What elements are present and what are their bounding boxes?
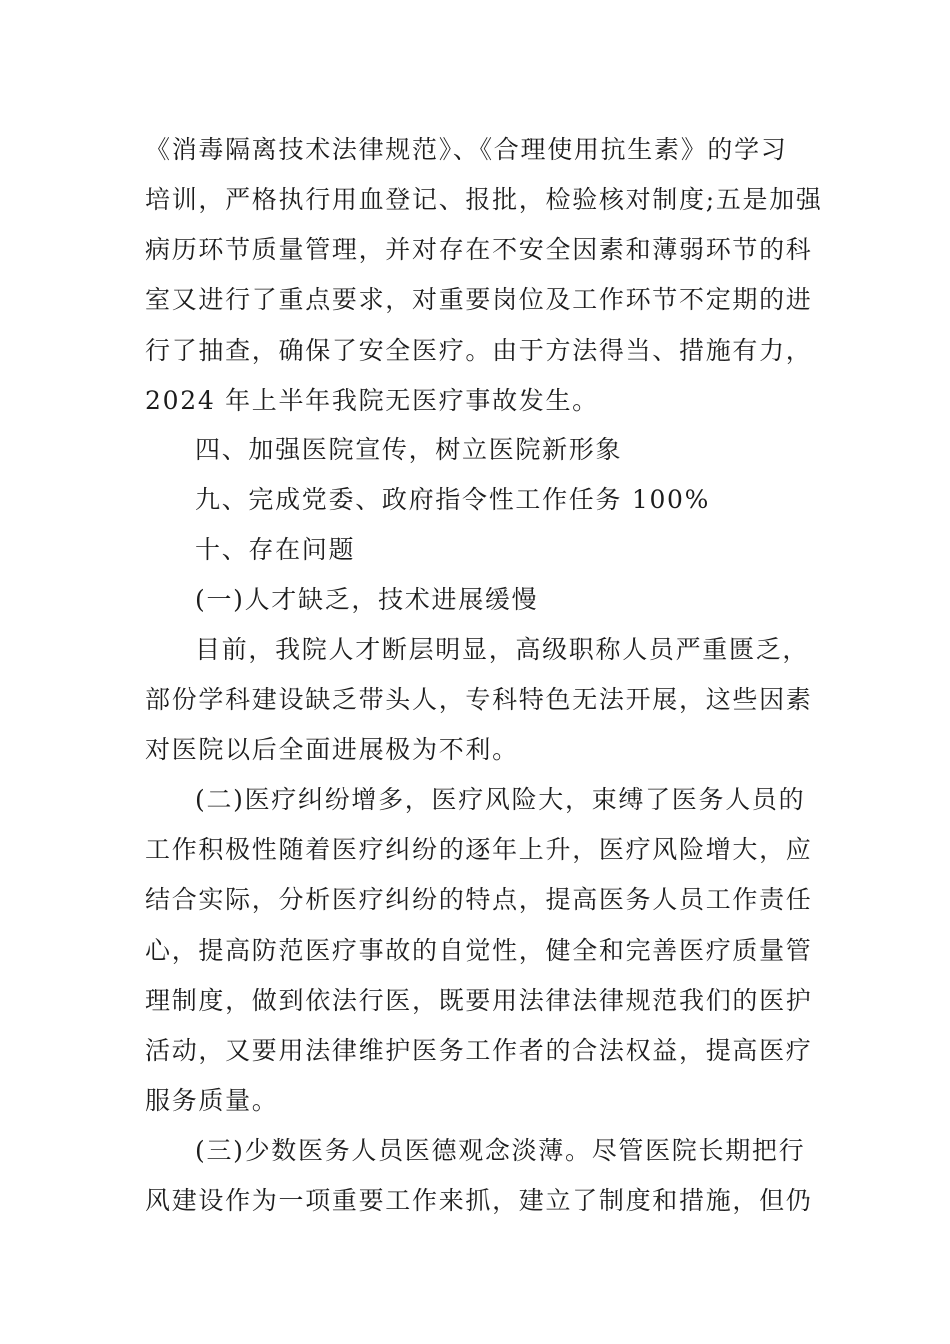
section-heading: 四、加强医院宣传，树立医院新形象 <box>195 435 623 464</box>
text-line: 结合实际，分析医疗纠纷的特点，提高医务人员工作责任 <box>145 885 813 914</box>
text-line: 工作积极性随着医疗纠纷的逐年上升，医疗风险增大，应 <box>145 835 813 864</box>
text-line: (三)少数医务人员医德观念淡薄。尽管医院长期把行 <box>195 1136 806 1165</box>
text-line: 理制度，做到依法行医，既要用法律法律规范我们的医护 <box>145 986 813 1015</box>
text-line: 心，提高防范医疗事故的自觉性，健全和完善医疗质量管 <box>145 936 813 965</box>
text-line: 目前，我院人才断层明显，高级职称人员严重匮乏， <box>195 635 810 664</box>
section-heading: 十、存在问题 <box>195 535 356 564</box>
text-line: 风建设作为一项重要工作来抓，建立了制度和措施，但仍 <box>145 1186 813 1215</box>
text-line: 对医院以后全面进展极为不利。 <box>145 735 519 764</box>
subsection-heading: (一)人才缺乏，技术进展缓慢 <box>195 585 539 614</box>
text-line: (二)医疗纠纷增多，医疗风险大，束缚了医务人员的 <box>195 785 806 814</box>
text-line: 病历环节质量管理，并对存在不安全因素和薄弱环节的科 <box>145 235 813 264</box>
text-line: 部份学科建设缺乏带头人，专科特色无法开展，这些因素 <box>145 685 813 714</box>
section-heading: 九、完成党委、政府指令性工作任务 100% <box>195 485 711 514</box>
text-line: 活动，又要用法律维护医务工作者的合法权益，提高医疗 <box>145 1036 813 1065</box>
text-line: 2024 年上半年我院无医疗事故发生。 <box>145 386 599 415</box>
text-line: 《消毒隔离技术法律规范》、《合理使用抗生素》的学习 <box>145 135 788 164</box>
text-line: 行了抽查，确保了安全医疗。由于方法得当、措施有力， <box>145 336 813 365</box>
text-line: 室又进行了重点要求，对重要岗位及工作环节不定期的进 <box>145 285 813 314</box>
text-line: 培训，严格执行用血登记、报批，检验核对制度;五是加强 <box>145 185 823 214</box>
text-line: 服务质量。 <box>145 1086 279 1115</box>
